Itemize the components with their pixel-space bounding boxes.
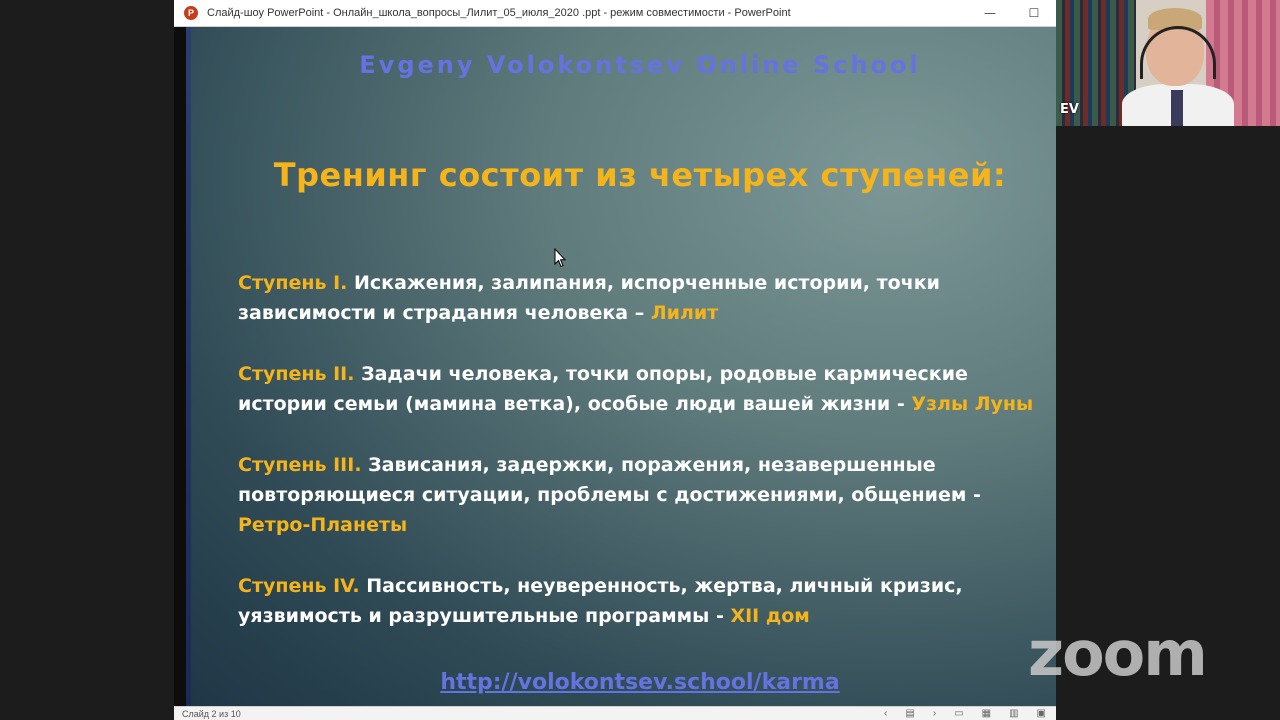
participant-video[interactable]: [1056, 0, 1280, 126]
school-name: Evgeny Volokontsev Online School: [359, 51, 921, 79]
status-bar: [174, 706, 1056, 720]
minimize-icon: —: [984, 6, 996, 20]
step-highlight: Лилит: [650, 302, 719, 324]
slide-url-link[interactable]: http://volokontsev.school/karma: [440, 670, 840, 695]
powerpoint-icon: P: [184, 6, 198, 20]
step-text: Искажения, залипания, испорченные истории, точки зависимости и страдания человека –: [238, 272, 940, 324]
step-1: [238, 268, 1056, 328]
slide-sorter-icon[interactable]: ▦: [981, 708, 992, 719]
zoom-logo: zoom: [1028, 617, 1206, 690]
slideshow-view-icon[interactable]: ▣: [1036, 708, 1046, 719]
normal-view-icon[interactable]: ▭: [954, 708, 964, 719]
maximize-button[interactable]: [1012, 0, 1056, 26]
step-text: Зависания, задержки, поражения, незавершенные повторяющиеся ситуации, проблемы с достижениями, общением -: [238, 454, 981, 506]
step-2: [238, 359, 1056, 419]
step-highlight: XII дом: [730, 605, 810, 627]
step-3: [238, 450, 1056, 540]
step-label: Ступень I.: [238, 272, 348, 294]
step-text: Задачи человека, точки опоры, родовые кармические истории семьи (мамина ветка), особые люди вашей жизни -: [238, 363, 968, 415]
steps-list: [238, 268, 1056, 662]
participant-initials: EV: [1060, 102, 1079, 117]
previous-slide-icon[interactable]: ‹: [884, 708, 888, 719]
powerpoint-window: [174, 0, 1056, 720]
status-controls: [884, 708, 1046, 719]
slide[interactable]: [186, 27, 1056, 706]
slide-menu-icon[interactable]: ▤: [905, 708, 915, 719]
step-4: [238, 571, 1056, 631]
window-title: Слайд-шоу PowerPoint - Онлайн_школа_вопросы_Лилит_05_июля_2020 .ppt - режим совместимости - PowerPoint: [207, 7, 791, 19]
mouse-cursor-icon: [554, 248, 566, 268]
window-controls: [968, 0, 1056, 26]
step-highlight: Узлы Луны: [911, 393, 1034, 415]
maximize-icon: ☐: [1028, 6, 1040, 20]
slide-title: Тренинг состоит из четырех ступеней:: [273, 156, 1007, 194]
step-label: Ступень IV.: [238, 575, 360, 597]
next-slide-icon[interactable]: ›: [932, 708, 937, 719]
minimize-button[interactable]: [968, 0, 1012, 26]
step-label: Ступень II.: [238, 363, 355, 385]
step-text: Пассивность, неуверенность, жертва, личный кризис, уязвимость и разрушительные программы -: [238, 575, 963, 627]
slide-counter: Слайд 2 из 10: [182, 709, 241, 719]
step-highlight: Ретро-Планеты: [238, 514, 408, 536]
title-bar: [174, 0, 1056, 27]
step-label: Ступень III.: [238, 454, 362, 476]
reading-view-icon[interactable]: ▥: [1009, 708, 1019, 719]
speaker-tie: [1171, 90, 1183, 126]
